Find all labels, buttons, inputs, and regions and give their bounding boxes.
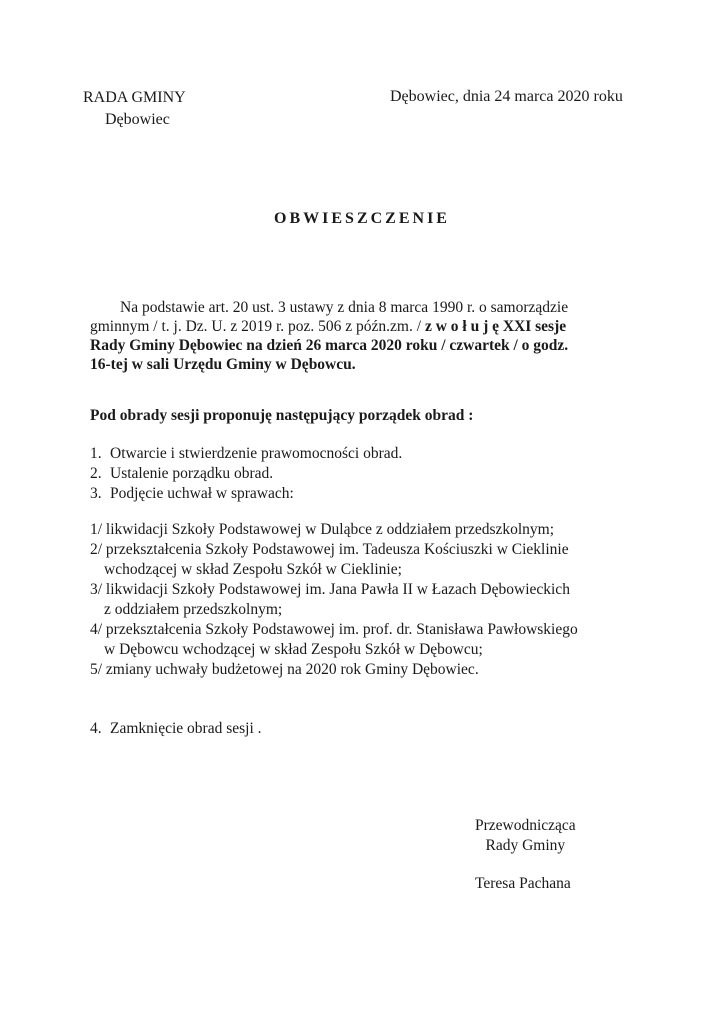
- closing-item-text: Zamknięcie obrad sesji .: [110, 720, 262, 737]
- signature-name: Teresa Pachana: [475, 875, 571, 892]
- resolution-item-continuation: w Dębowcu wchodzącej w skład Zespołu Szkół w Dębowcu;: [104, 641, 483, 658]
- intro-line-3-bold: Rady Gminy Dębowiec na dzień 26 marca 2020 roku / czwartek / o godz.: [90, 337, 569, 354]
- agenda-list: [90, 444, 402, 504]
- agenda-item: [90, 484, 402, 504]
- issuer-block: [83, 87, 186, 131]
- resolution-item-continuation: wchodzącej w skład Zespołu Szkół w Cieklinie;: [104, 561, 402, 578]
- agenda-item-number: 1.: [90, 445, 102, 462]
- intro-line-1: Na podstawie art. 20 ust. 3 ustawy z dnia 8 marca 1990 r. o samorządzie: [120, 299, 569, 316]
- signature-block: [475, 816, 576, 894]
- signature-role: Przewodnicząca: [475, 817, 576, 834]
- resolution-item: 3/ likwidacji Szkoły Podstawowej im. Jana Pawła II w Łazach Dębowieckich: [90, 581, 570, 598]
- resolution-item: 2/ przekształcenia Szkoły Podstawowej im. Tadeusza Kościuszki w Cieklinie: [90, 541, 569, 558]
- resolution-item: 1/ likwidacji Szkoły Podstawowej w Duląbce z oddziałem przedszkolnym;: [90, 521, 555, 538]
- resolution-item: 5/ zmiany uchwały budżetowej na 2020 rok Gminy Dębowiec.: [90, 661, 479, 678]
- agenda-item-text: Ustalenie porządku obrad.: [110, 465, 274, 482]
- closing-item-number: 4.: [90, 720, 102, 737]
- resolution-item: 4/ przekształcenia Szkoły Podstawowej im. prof. dr. Stanisława Pawłowskiego: [90, 621, 578, 638]
- intro-paragraph: [90, 298, 630, 374]
- intro-line-2: [90, 317, 630, 336]
- agenda-item-number: 2.: [90, 465, 102, 482]
- signature-body: Rady Gminy: [485, 837, 566, 854]
- agenda-item-number: 3.: [90, 485, 102, 502]
- document-title: OBWIESZCZENIE: [274, 210, 450, 227]
- resolution-list: [90, 520, 578, 680]
- closing-item: [90, 720, 262, 738]
- issuer-municipality: Dębowiec: [105, 111, 170, 128]
- agenda-item: [90, 444, 402, 464]
- agenda-item-text: Otwarcie i stwierdzenie prawomocności obrad.: [110, 445, 403, 462]
- agenda-item: [90, 464, 402, 484]
- document-date: Dębowiec, dnia 24 marca 2020 roku: [390, 88, 623, 105]
- agenda-item-text: Podjęcie uchwał w sprawach:: [110, 485, 294, 502]
- intro-line-3: [90, 336, 630, 355]
- intro-line-4-bold: 16-tej w sali Urzędu Gminy w Dębowcu.: [90, 356, 356, 373]
- agenda-heading: Pod obrady sesji proponuję następujący porządek obrad :: [90, 407, 474, 424]
- intro-line-4: [90, 355, 630, 374]
- intro-line-2-plain: gminnym / t. j. Dz. U. z 2019 r. poz. 506 z późn.zm. /: [90, 318, 425, 335]
- issuer-council: RADA GMINY: [83, 89, 186, 106]
- resolution-item-continuation: z oddziałem przedszkolnym;: [104, 601, 283, 618]
- intro-line-2-bold: z w o ł u j ę XXI sesje: [424, 318, 567, 335]
